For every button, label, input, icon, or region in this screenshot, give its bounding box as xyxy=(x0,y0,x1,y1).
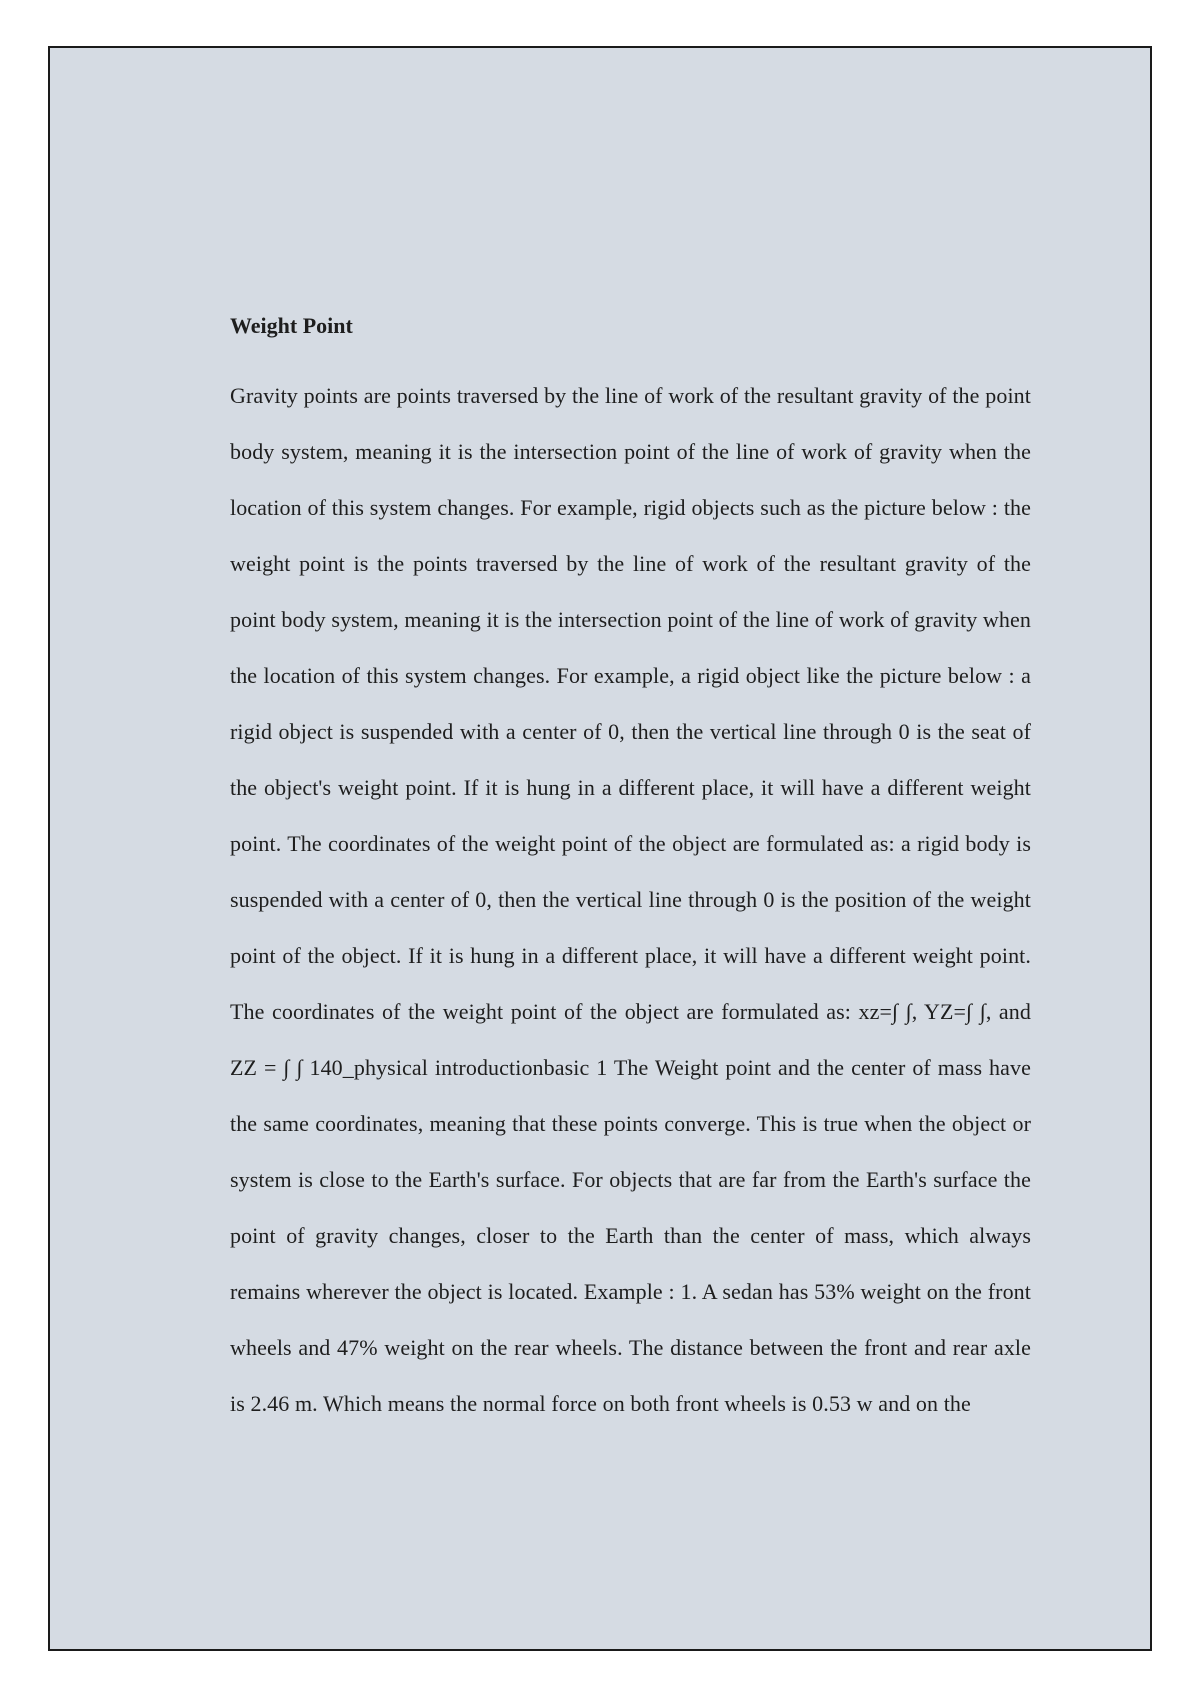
document-page xyxy=(48,46,1152,1651)
document-content xyxy=(230,298,1031,1432)
section-heading: Weight Point xyxy=(230,313,353,338)
body-paragraph: Gravity points are points traversed by the line of work of the resultant gravity of the point body system, meaning it is the intersection point of the line of work of gravity when the location of this system changes. For example, rigid objects such as the picture below : the weight point is the points traversed by the line of work of the resultant gravity of the point body system, meaning it is the intersection point of the line of work of gravity when the location of this system changes. For example, a rigid object like the picture below : a rigid object is suspended with a center of 0, then the vertical line through 0 is the seat of the object's weight point. If it is hung in a different place, it will have a different weight point. The coordinates of the weight point of the object are formulated as: a rigid body is suspended with a center of 0, then the vertical line through 0 is the position of the weight point of the object. If it is hung in a different place, it will have a different weight point. The coordinates of the weight point of the object are formulated as: xz=∫ ∫, YZ=∫ ∫, and ZZ = ∫ ∫ 140_physical introductionbasic 1 The Weight point and the center of mass have the same coordinates, meaning that these points converge. This is true when the object or system is close to the Earth's surface. For objects that are far from the Earth's surface the point of gravity changes, closer to the Earth than the center of mass, which always remains wherever the object is located. Example : 1. A sedan has 53% weight on the front wheels and 47% weight on the rear wheels. The distance between the front and rear axle is 2.46 m. Which means the normal force on both front wheels is 0.53 w and on the xyxy=(230,383,1031,1416)
